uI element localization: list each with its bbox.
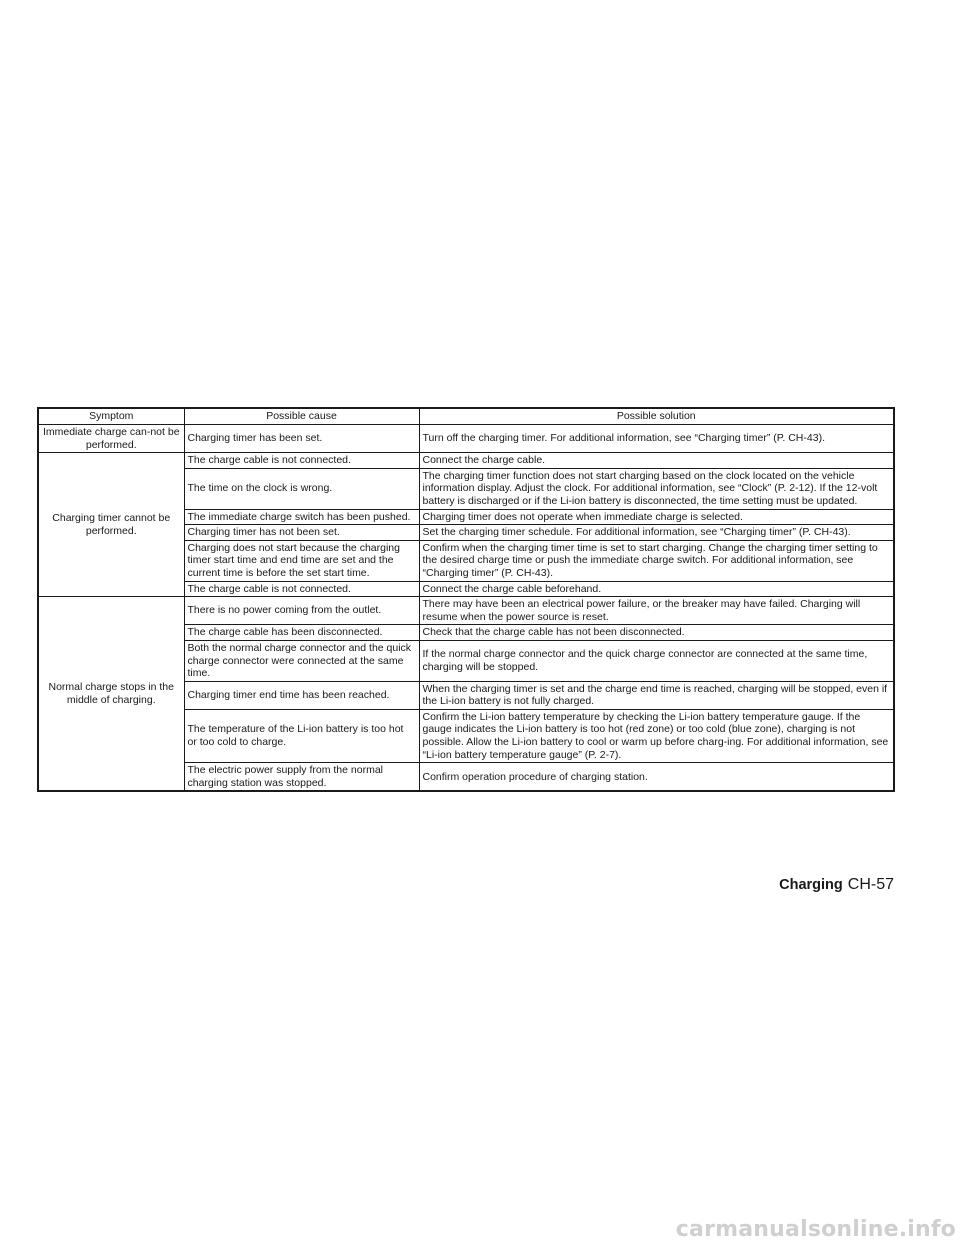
cause-cell: The charge cable is not connected. (184, 581, 419, 597)
page-footer (0, 876, 894, 894)
cause-cell: The temperature of the Li-ion battery is too hot or too cold to charge. (184, 709, 419, 762)
header-possible-solution: Possible solution (419, 408, 894, 425)
cause-cell: There is no power coming from the outlet. (184, 597, 419, 625)
cause-cell: The charge cable has been disconnected. (184, 625, 419, 641)
cause-cell: Charging does not start because the charging timer start time and end time are set and the current time is before the set start time. (184, 540, 419, 581)
table-row (38, 453, 894, 469)
table-row (38, 425, 894, 453)
cause-cell: The immediate charge switch has been pushed. (184, 509, 419, 525)
cause-cell: Charging timer end time has been reached. (184, 681, 419, 709)
solution-cell: Connect the charge cable beforehand. (419, 581, 894, 597)
solution-cell: When the charging timer is set and the charge end time is reached, charging will be stopped, even if the Li-ion battery is not fully charged. (419, 681, 894, 709)
solution-cell: The charging timer function does not start charging based on the clock located on the vehicle information display. Adjust the clock. For additional information, see “Clock” (P. 2-12). If the 12-volt battery is discharged or if the Li-ion battery is disconnected, the time setting must be updated. (419, 468, 894, 509)
solution-cell: Turn off the charging timer. For additional information, see “Charging timer” (P. CH-43). (419, 425, 894, 453)
header-possible-cause: Possible cause (184, 408, 419, 425)
cause-cell: Both the normal charge connector and the quick charge connector were connected at the same time. (184, 640, 419, 681)
cause-cell: The charge cable is not connected. (184, 453, 419, 469)
solution-cell: Set the charging timer schedule. For additional information, see “Charging timer” (P. CH-43). (419, 525, 894, 541)
solution-cell: Confirm when the charging timer time is set to start charging. Change the charging timer setting to the desired charge time or push the immediate charge switch. For additional information, see “Charging timer” (P. CH-43). (419, 540, 894, 581)
symptom-cell: Charging timer cannot be performed. (38, 453, 184, 597)
page-number: CH-57 (847, 876, 894, 893)
table-header-row (38, 408, 894, 425)
table-row (38, 597, 894, 625)
cause-cell: The time on the clock is wrong. (184, 468, 419, 509)
solution-cell: Confirm operation procedure of charging station. (419, 763, 894, 792)
solution-cell: Confirm the Li-ion battery temperature by checking the Li-ion battery temperature gauge. If the gauge indicates the Li-ion battery is too hot (red zone) or too cold (blue zone), charging is not possible. Allow the Li-ion battery to cool or warm up before charg-ing. For additional information, see “Li-ion battery temperature gauge” (P. 2-7). (419, 709, 894, 762)
cause-cell: Charging timer has been set. (184, 425, 419, 453)
solution-cell: Connect the charge cable. (419, 453, 894, 469)
troubleshooting-table (37, 407, 895, 792)
table-body (38, 425, 894, 792)
symptom-cell: Immediate charge can-not be performed. (38, 425, 184, 453)
solution-cell: There may have been an electrical power failure, or the breaker may have failed. Charging will resume when the power source is reset. (419, 597, 894, 625)
cause-cell: The electric power supply from the normal charging station was stopped. (184, 763, 419, 792)
solution-cell: Check that the charge cable has not been disconnected. (419, 625, 894, 641)
header-symptom: Symptom (38, 408, 184, 425)
solution-cell: Charging timer does not operate when immediate charge is selected. (419, 509, 894, 525)
symptom-cell: Normal charge stops in the middle of charging. (38, 597, 184, 792)
watermark: carmanualsonline.info (675, 1217, 956, 1242)
section-title: Charging (779, 877, 843, 893)
cause-cell: Charging timer has not been set. (184, 525, 419, 541)
solution-cell: If the normal charge connector and the quick charge connector are connected at the same time, charging will be stopped. (419, 640, 894, 681)
